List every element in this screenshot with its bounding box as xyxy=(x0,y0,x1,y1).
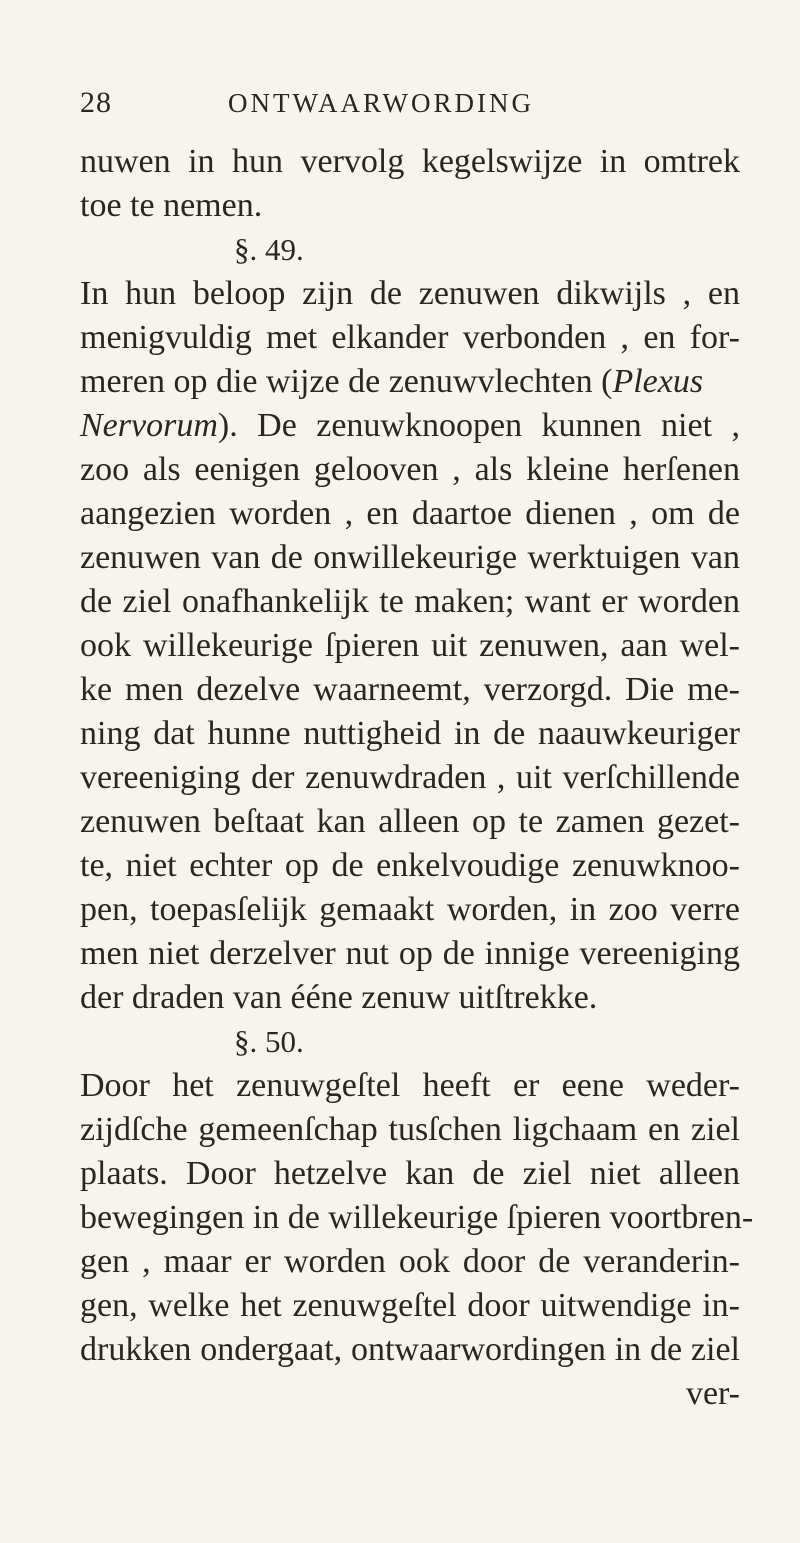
text-line: drukken ondergaat, ontwaarwordingen in de ziel xyxy=(80,1331,740,1368)
text-line: nuwen in hun vervolg kegelswijze in omtrek xyxy=(80,143,740,180)
text-line: In hun beloop zijn de zenuwen dikwijls , en xyxy=(80,275,740,312)
running-head xyxy=(80,86,720,126)
running-title: ONTWAARWORDING xyxy=(228,88,534,118)
page-number: 28 xyxy=(80,86,112,119)
text-line: zenuwen beſtaat kan alleen op te zamen gezet- xyxy=(80,803,740,840)
text-line: aangezien worden , en daartoe dienen , om de xyxy=(80,495,740,532)
latin-term: Nervorum xyxy=(80,407,218,444)
text-fragment: meren op die wijze de zenuwvlechten ( xyxy=(80,363,613,400)
text-line: plaats. Door hetzelve kan de ziel niet alleen xyxy=(80,1155,740,1192)
text-line: vereeniging der zenuwdraden , uit verſchillende xyxy=(80,759,740,796)
text-line: ke men dezelve waarneemt, verzorgd. Die me- xyxy=(80,671,740,708)
catchword: ver- xyxy=(685,1375,740,1412)
text-line: menigvuldig met elkander verbonden , en for- xyxy=(80,319,740,356)
text-line: zijdſche gemeenſchap tusſchen ligchaam en ziel xyxy=(80,1111,740,1148)
text-fragment: ). De zenuwknoopen kunnen niet , xyxy=(217,407,740,444)
text-line: toe te nemen. xyxy=(80,187,263,224)
text-line: te, niet echter op de enkelvoudige zenuwknoo- xyxy=(80,847,740,884)
text-line xyxy=(80,404,740,448)
text-line: de ziel onafhankelijk te maken; want er worden xyxy=(80,583,740,620)
section-heading: §. 49. xyxy=(234,232,304,267)
text-line: bewegingen in de willekeurige ſpieren voortbren- xyxy=(80,1199,754,1236)
body-text xyxy=(80,140,754,1416)
section-heading: §. 50. xyxy=(234,1024,304,1059)
text-line xyxy=(80,360,740,404)
text-line: men niet derzelver nut op de innige vereeniging xyxy=(80,935,740,972)
text-line: gen, welke het zenuwgeſtel door uitwendige in- xyxy=(80,1287,740,1324)
text-line: ning dat hunne nuttigheid in de naauwkeuriger xyxy=(80,715,740,752)
text-line: der draden van ééne zenuw uitſtrekke. xyxy=(80,979,598,1016)
text-line: pen, toepasſelijk gemaakt worden, in zoo verre xyxy=(80,891,740,928)
text-line: ook willekeurige ſpieren uit zenuwen, aan wel- xyxy=(80,627,740,664)
text-line: zenuwen van de onwillekeurige werktuigen van xyxy=(80,539,740,576)
latin-term: Plexus xyxy=(612,363,704,400)
text-line: Door het zenuwgeſtel heeft er eene weder- xyxy=(80,1067,740,1104)
text-line: zoo als eenigen gelooven , als kleine herſenen xyxy=(80,451,740,488)
text-line: gen , maar er worden ook door de veranderin- xyxy=(80,1243,740,1280)
